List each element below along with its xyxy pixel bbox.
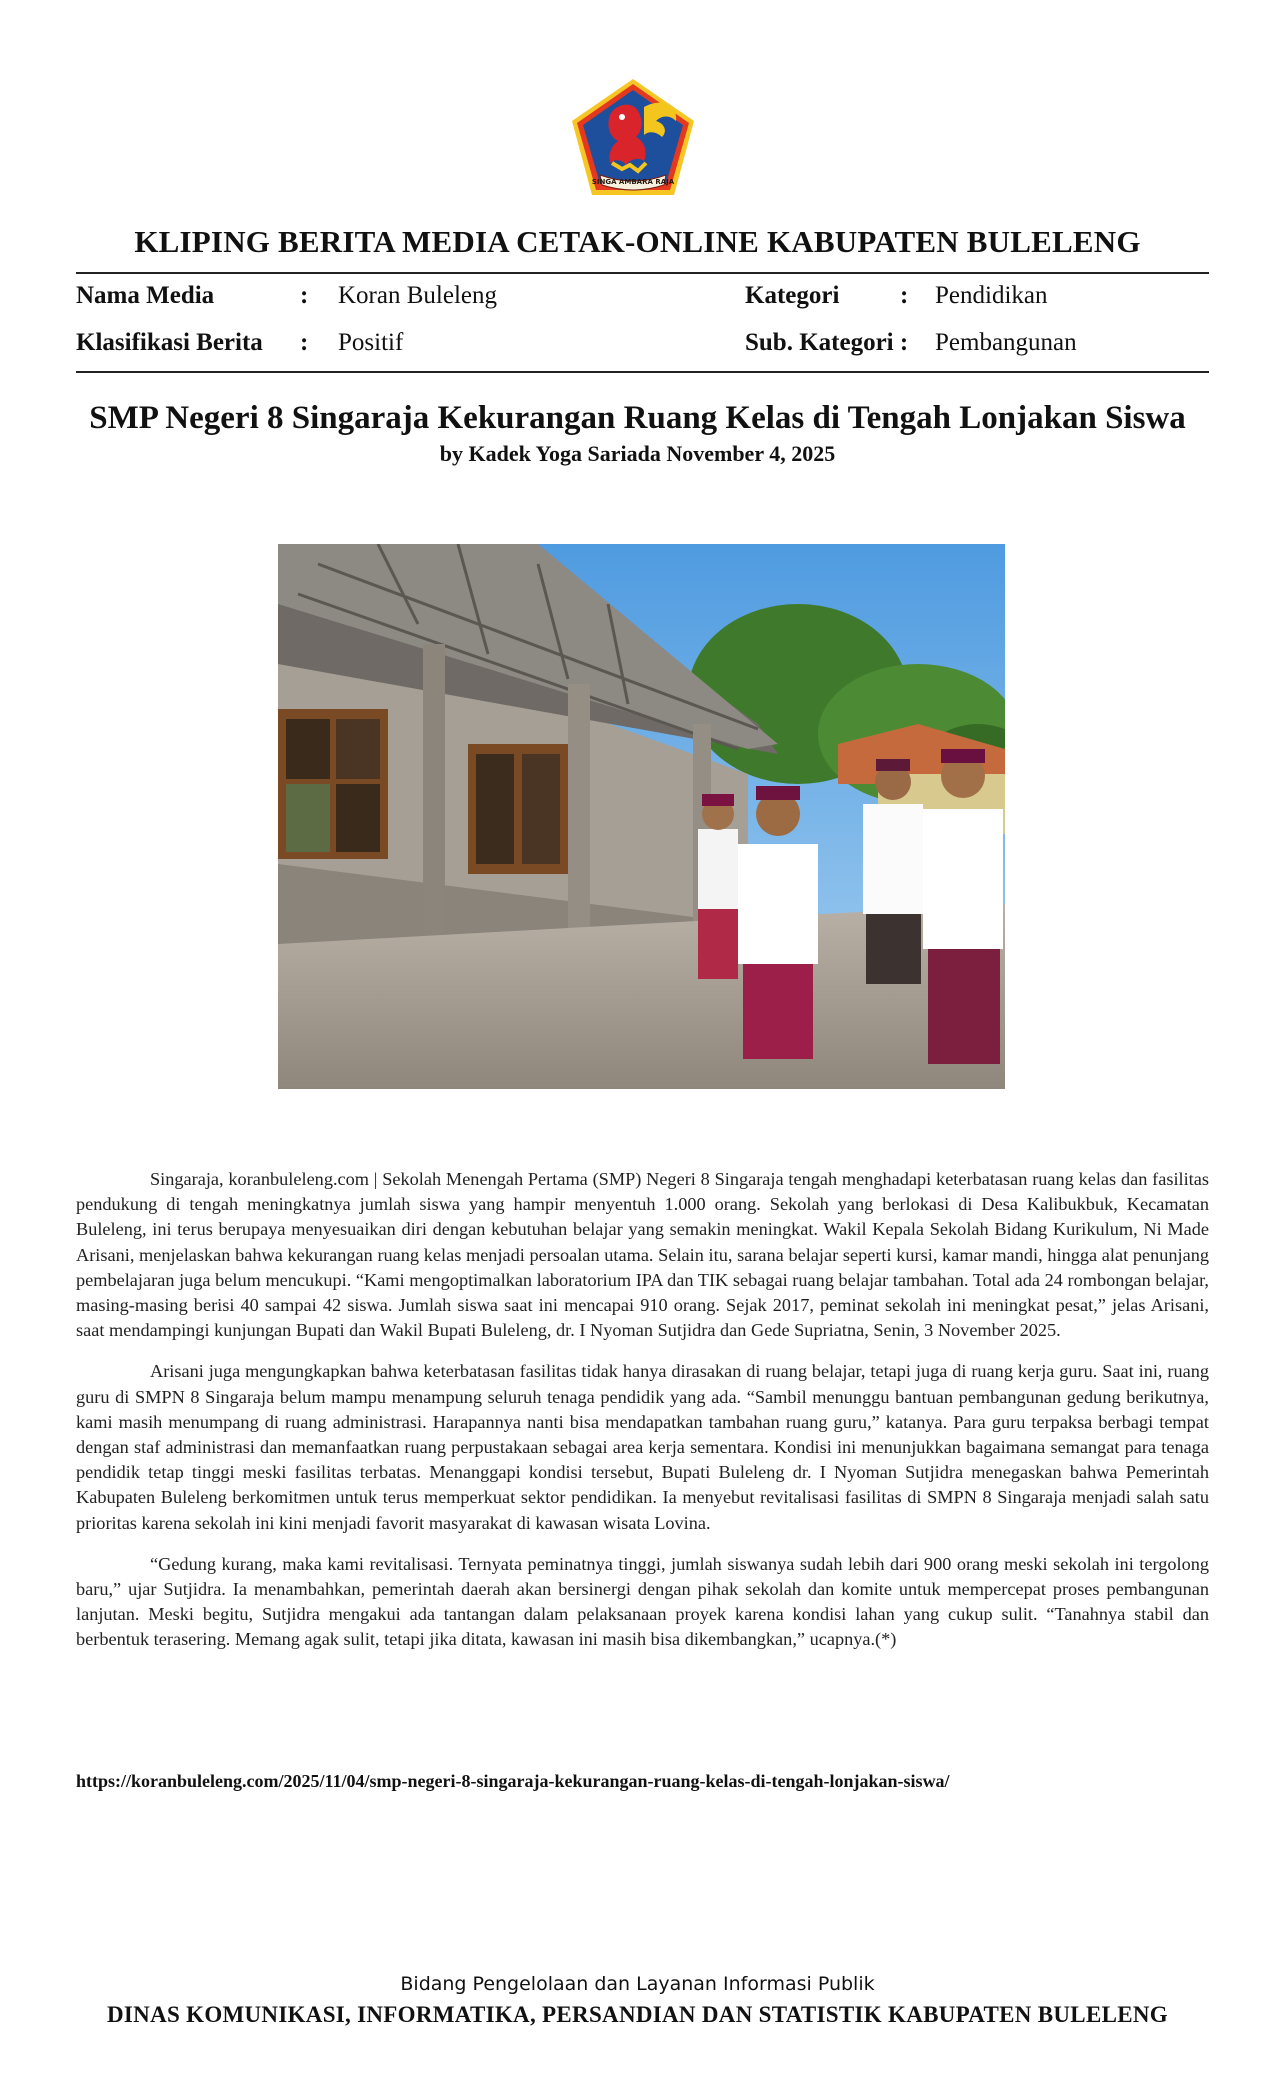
- classification-colon: :: [300, 329, 309, 356]
- article-body: [76, 1167, 1209, 1669]
- classification-value: Positif: [338, 329, 404, 356]
- category-colon: :: [900, 282, 909, 309]
- document-title: KLIPING BERITA MEDIA CETAK-ONLINE KABUPATEN BULELENG: [134, 224, 1141, 259]
- header-divider-top: [76, 272, 1209, 274]
- school-construction-visit-photo: [278, 544, 1005, 1089]
- article-byline: by Kadek Yoga Sariada November 4, 2025: [439, 441, 836, 466]
- source-url-link[interactable]: https://koranbuleleng.com/2025/11/04/smp-negeri-8-singaraja-kekurangan-ruang-kelas-di-tengah-lonjakan-siswa/: [76, 1771, 950, 1791]
- media-colon: :: [300, 282, 309, 309]
- subcategory-value: Pembangunan: [935, 329, 1077, 356]
- article-paragraph: Arisani juga mengungkapkan bahwa keterbatasan fasilitas tidak hanya dirasakan di ruang belajar, tetapi juga di ruang kerja guru. Saat ini, ruang guru di SMPN 8 Singaraja belum mampu menampung seluruh tenaga pendidik yang ada. “Sambil menunggu bantuan pembangunan gedung berikutnya, kami masih menumpang di ruang administrasi. Harapannya nanti bisa mendapatkan tambahan ruang guru,” katanya. Para guru terpaksa berbagi tempat dengan staf administrasi dan memanfaatkan ruang perpustakaan sebagai area kerja sementara. Kondisi ini menunjukkan bagaimana semangat para tenaga pendidik tetap tinggi meski fasilitas terbatas. Menanggapi kondisi tersebut, Bupati Buleleng dr. I Nyoman Sutjidra menegaskan bahwa Pemerintah Kabupaten Buleleng berkomitmen untuk terus memperkuat sektor pendidikan. Ia menyebut revitalisasi fasilitas di SMPN 8 Singaraja menjadi salah satu prioritas karena sekolah ini kini menjadi favorit masyarakat di kawasan wisata Lovina.: [76, 1361, 1209, 1533]
- category-label: Kategori: [745, 282, 840, 309]
- category-value: Pendidikan: [935, 282, 1048, 309]
- singa-ambara-raja-emblem: [566, 75, 700, 201]
- media-label: Nama Media: [76, 282, 215, 309]
- subcategory-label: Sub. Kategori :: [745, 329, 909, 356]
- media-value: Koran Buleleng: [338, 282, 497, 309]
- svg-text:SINGA AMBARA RAJA: SINGA AMBARA RAJA: [591, 178, 675, 186]
- article-paragraph: “Gedung kurang, maka kami revitalisasi. Ternyata peminatnya tinggi, jumlah siswanya sudah lebih dari 900 orang meski sekolah ini tergolong baru,” ujar Sutjidra. Ia menambahkan, pemerintah daerah akan bersinergi dengan pihak sekolah dan komite untuk mempercepat proses pembangunan lanjutan. Meski begitu, Sutjidra mengakui ada tantangan dalam pelaksanaan proyek karena kondisi lahan yang cukup sulit. “Tanahnya stabil dan berbentuk terasering. Memang agak sulit, tetapi jika ditata, kawasan ini masih bisa dikembangkan,” ucapnya.(*): [76, 1553, 1209, 1650]
- footer-agency: DINAS KOMUNIKASI, INFORMATIKA, PERSANDIAN DAN STATISTIK KABUPATEN BULELENG: [107, 2002, 1168, 2027]
- article-paragraph: Singaraja, koranbuleleng.com | Sekolah Menengah Pertama (SMP) Negeri 8 Singaraja tengah menghadapi keterbatasan ruang kelas dan fasilitas pendukung di tengah meningkatnya jumlah siswa yang hampir menyentuh 1.000 orang. Sekolah yang berlokasi di Desa Kalibukbuk, Kecamatan Buleleng, ini terus berupaya menyesuaikan diri dengan kebutuhan belajar yang semakin meningkat. Wakil Kepala Sekolah Bidang Kurikulum, Ni Made Arisani, menjelaskan bahwa kekurangan ruang kelas menjadi persoalan utama. Selain itu, sarana belajar seperti kursi, kamar mandi, hingga alat penunjang pembelajaran juga belum mencukupi. “Kami mengoptimalkan laboratorium IPA dan TIK sebagai ruang belajar tambahan. Total ada 24 rombongan belajar, masing-masing berisi 40 sampai 42 siswa. Jumlah siswa saat ini mencapai 910 orang. Sejak 2017, peminat sekolah ini meningkat pesat,” jelas Arisani, saat mendampingi kunjungan Bupati dan Wakil Bupati Buleleng, dr. I Nyoman Sutjidra dan Gede Supriatna, Senin, 3 November 2025.: [76, 1169, 1209, 1341]
- footer-department: Bidang Pengelolaan dan Layanan Informasi Publik: [400, 1973, 875, 1995]
- header-divider-bottom: [76, 371, 1209, 373]
- classification-label: Klasifikasi Berita: [76, 329, 263, 356]
- article-title: SMP Negeri 8 Singaraja Kekurangan Ruang Kelas di Tengah Lonjakan Siswa: [89, 400, 1186, 436]
